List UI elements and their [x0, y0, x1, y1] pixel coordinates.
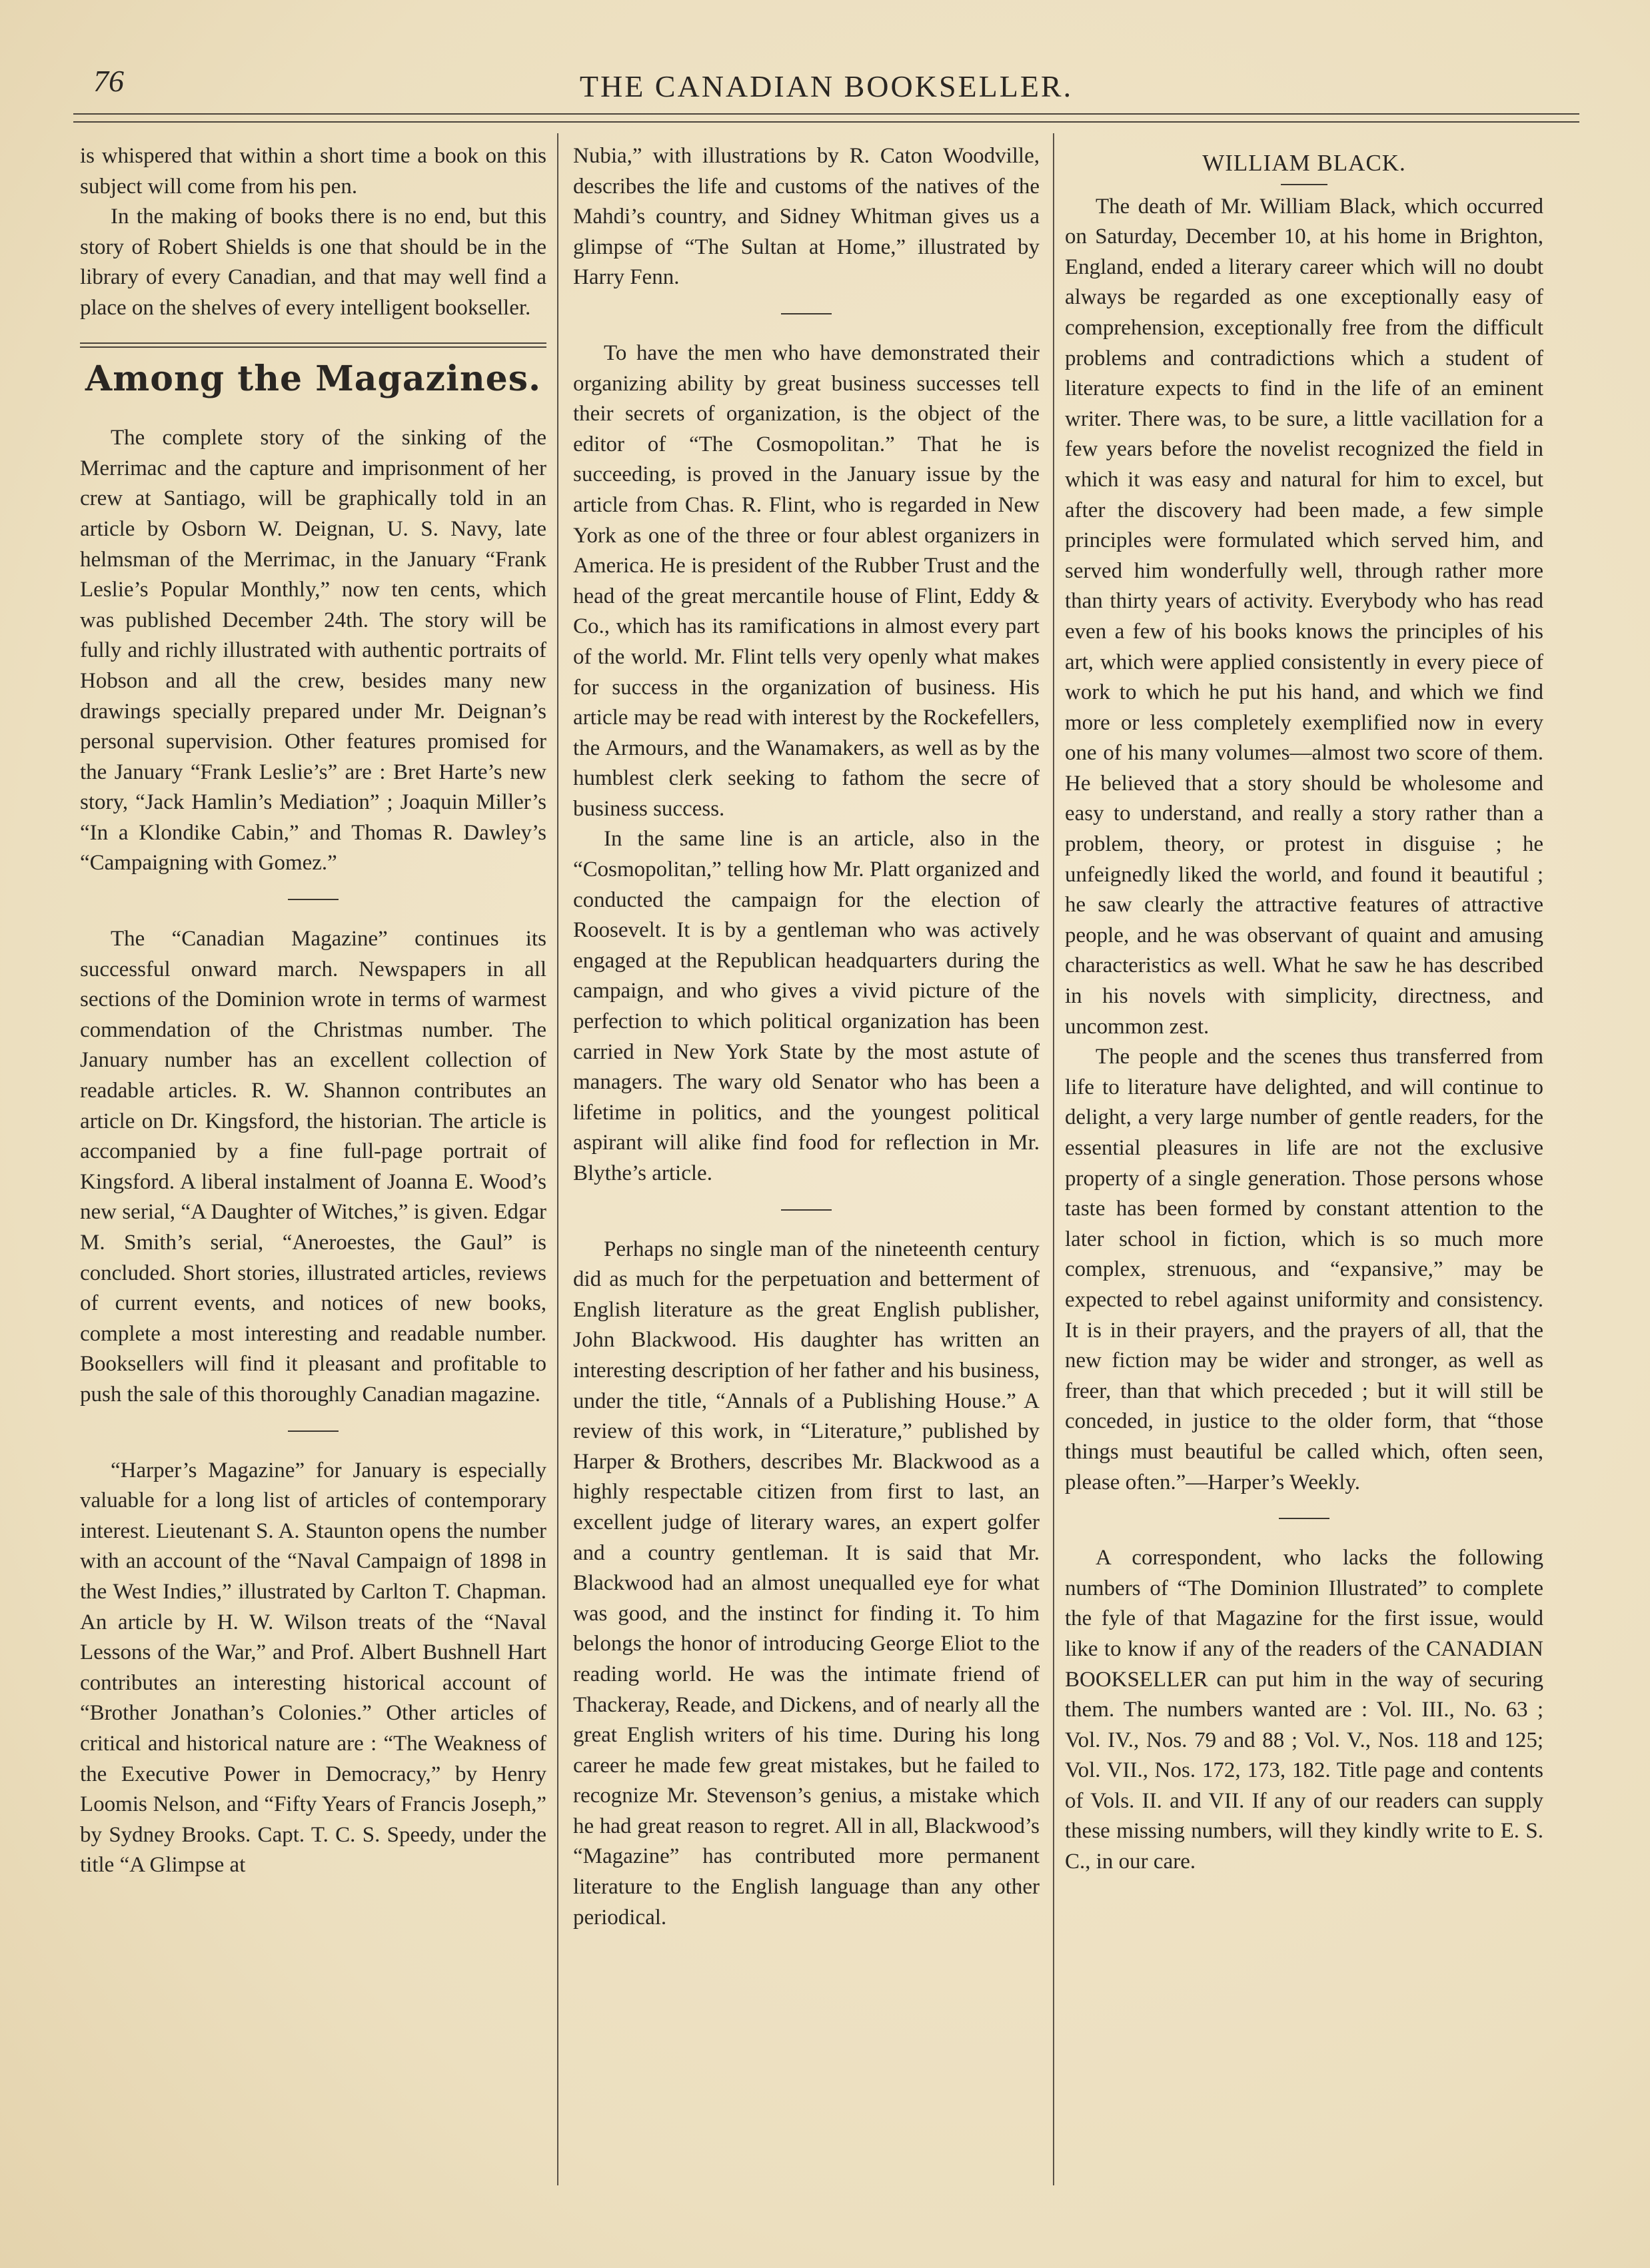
paragraph: A correspondent, who lacks the following numbers of “The Dominion Illustrated” to complete the fyle of that Magazine for the first issue, would like to know if any of the readers of the CANADIAN BOOKSELLER can put him in the way of securing them. The numbers wanted are : Vol. III., No. 63 ; Vol. IV., Nos. 79 and 88 ; Vol. V., Nos. 118 and 125; Vol. VII., Nos. 172, 173, 182. Title page and contents of Vols. II. and VII. If any of our readers can supply these missing numbers, will they kindly write to E. S. C., in our care.: [1065, 1546, 1543, 1874]
article-title: WILLIAM BLACK.: [1202, 150, 1406, 176]
column-2: [573, 141, 1040, 1933]
separator: [1281, 184, 1327, 185]
section-rule: [80, 342, 546, 348]
paragraph: The complete story of the sinking of the Merrimac and the capture and imprisonment of her crew at Santiago, will be graphically told in an article by Osborn W. Deignan, U. S. Navy, late helmsman of the Merrimac, in the January “Frank Leslie’s Popular Monthly,” now ten cents, which was published December 24th. The story will be fully and richly illustrated with authentic portraits of Hobson and all the crew, besides many new drawings specially prepared under Mr. Deignan’s personal supervision. Other features promised for the January “Frank Leslie’s” are : Bret Harte’s new story, “Jack Hamlin’s Mediation” ; Joaquin Miller’s “In a Klondike Cabin,” and Thomas R. Dawley’s “Campaigning with Gomez.”: [80, 426, 546, 875]
paragraph: is whispered that within a short time a book on this subject will come from his pen.: [80, 144, 546, 199]
paragraph: To have the men who have demonstrated their organizing ability by great business successes tell their secrets of organization, is the object of the editor of “The Cosmopolitan.” That he is succeeding, is proved in the January issue by the article from Chas. R. Flint, who is regarded in New York as one of the three or four ablest organizers in America. He is president of the Rubber Trust and the head of the great mercantile house of Flint, Eddy & Co., which has its ramifications in almost every part of the world. Mr. Flint tells very openly what makes for success in the organization of business. His article may be read with interest by the Rockefellers, the Armours, and the Wanamakers, as well as by the humblest clerk seeking to fathom the secre of business success.: [573, 340, 1040, 821]
separator: [288, 899, 339, 900]
paragraph: The death of Mr. William Black, which occurred on Saturday, December 10, at his home in Brighton, England, ended a literary career which will no doubt always be regarded as one exceptionally easy of comprehension, exceptionally free from the difficult problems and contradictions which a student of literature expects to find in the life of an eminent writer. There was, to be sure, a little vacillation for a few years before the novelist recognized the field in which it was easy and natural for him to excel, but after the discovery had been made, a few simple principles were formulated which served him, and served him wonderfully well, through rather more than thirty years of activity. Everybody who has read even a few of his books knows the principles of his art, which were applied consistently in every piece of work to which he put his hand, and which we find more or less completely exemplified now in every one of his many volumes—almost two score of them. He believed that a story should be wholesome and easy to understand, and really a story rather than a problem, theory, or protest in disguise ; he unfeignedly liked the world, and found it beautiful ; he saw clearly the attractive features of attractive people, and he was observant of quaint and amusing characteristics as well. What he saw he has described in his novels with simplicity, directness, and uncommon zest.: [1065, 194, 1543, 1039]
column-divider: [557, 133, 558, 2185]
paragraph: “Harper’s Magazine” for January is especially valuable for a long list of articles of contemporary interest. Lieutenant S. A. Staunton opens the number with an account of the “Naval Campaign of 1898 in the West Indies,” illustrated by Carlton T. Chapman. An article by H. W. Wilson treats of the “Naval Lessons of the War,” and Prof. Albert Bushnell Hart contributes an interesting historical account of “Brother Jonathan’s Colonies.” Other articles of critical and historical nature are : “The Weakness of the Executive Power in Democracy,” by Henry Loomis Nelson, and “Fifty Years of Francis Joseph,” by Sydney Brooks. Capt. T. C. S. Speedy, under the title “A Glimpse at: [80, 1458, 546, 1878]
paragraph: The people and the scenes thus transferred from life to literature have delighted, and will continue to delight, a very large number of gentle readers, for the essential pleasures in life are not the exclusive property of a single generation. Those persons whose taste has been formed by constant attention to the later school in fiction, which is so much more complex, strenuous, and “expansive,” may be expected to rebel against uniformity and consistency. It is in their prayers, and the prayers of all, that the new fiction may be wider and stronger, as well as freer, than that which preceded ; but it will still be conceded, in justice to the older form, that “those things must beautiful be called which, often seen, please often.”—Harper’s Weekly.: [1065, 1045, 1543, 1494]
separator: [1279, 1518, 1329, 1519]
separator: [288, 1430, 339, 1432]
paragraph: In the making of books there is no end, but this story of Robert Shields is one that should be in the library of every Canadian, and that may well find a place on the shelves of every intelligent bookseller.: [80, 205, 546, 320]
column-3: [1065, 141, 1543, 1878]
paragraph: In the same line is an article, also in the “Cosmopolitan,” telling how Mr. Platt organized and conducted the campaign for the election of Roosevelt. It is by a gentleman who was actively engaged at the Republican headquarters during the campaign, and who gives a vivid picture of the perfection to which political organization has been carried in New York State by the most astute of managers. The wary old Senator who has been a lifetime in politics, and the youngest political aspirant will alike find food for reflection in Mr. Blythe’s article.: [573, 827, 1040, 1185]
section-heading: Among the Magazines.: [85, 358, 542, 399]
paragraph: Perhaps no single man of the nineteenth century did as much for the perpetuation and betterment of English literature as the great English publisher, John Blackwood. His daughter has written an interesting description of her father and his business, under the title, “Annals of a Publishing House.” A review of this work, in “Literature,” published by Harper & Brothers, describes Mr. Blackwood as a highly respectable citizen from first to last, an excellent judge of literary wares, an expert golfer and a country gentleman. It is said that Mr. Blackwood had an almost unequalled eye for what was good, and the instinct for finding it. To him belongs the honor of introducing George Eliot to the reading world. He was the intimate friend of Thackeray, Reade, and Dickens, and of nearly all the great English writers of his time. During his long career he made few great mistakes, but he failed to recognize Mr. Stevenson’s genius, a mistake which he had great reason to regret. All in all, Blackwood’s “Magazine” has contributed more permanent literature to the English language than any other periodical.: [573, 1237, 1040, 1930]
page-number: 76: [93, 64, 124, 98]
paragraph: Nubia,” with illustrations by R. Caton Woodville, describes the life and customs of the natives of the Mahdi’s country, and Sidney Whitman gives us a glimpse of “The Sultan at Home,” illustrated by Harry Fenn.: [573, 144, 1040, 290]
paragraph: The “Canadian Magazine” continues its successful onward march. Newspapers in all sections of the Dominion wrote in terms of warmest commendation of the Christmas number. The January number has an excellent collection of readable articles. R. W. Shannon contributes an article on Dr. Kingsford, the historian. The article is accompanied by a fine full-page portrait of Kingsford. A liberal instalment of Joanna E. Wood’s new serial, “A Daughter of Witches,” is given. Edgar M. Smith’s serial, “Aneroestes, the Gaul” is concluded. Short stories, illustrated articles, reviews of current events, and notices of new books, complete a most interesting and readable number. Booksellers will find it pleasant and profitable to push the sale of this thoroughly Canadian magazine.: [80, 927, 546, 1407]
separator: [781, 1209, 832, 1211]
running-title: THE CANADIAN BOOKSELLER.: [579, 69, 1074, 103]
column-divider: [1053, 133, 1054, 2185]
page-header: [73, 63, 1579, 117]
column-1: [80, 141, 546, 1881]
separator: [781, 313, 832, 314]
header-rule: [73, 113, 1579, 123]
